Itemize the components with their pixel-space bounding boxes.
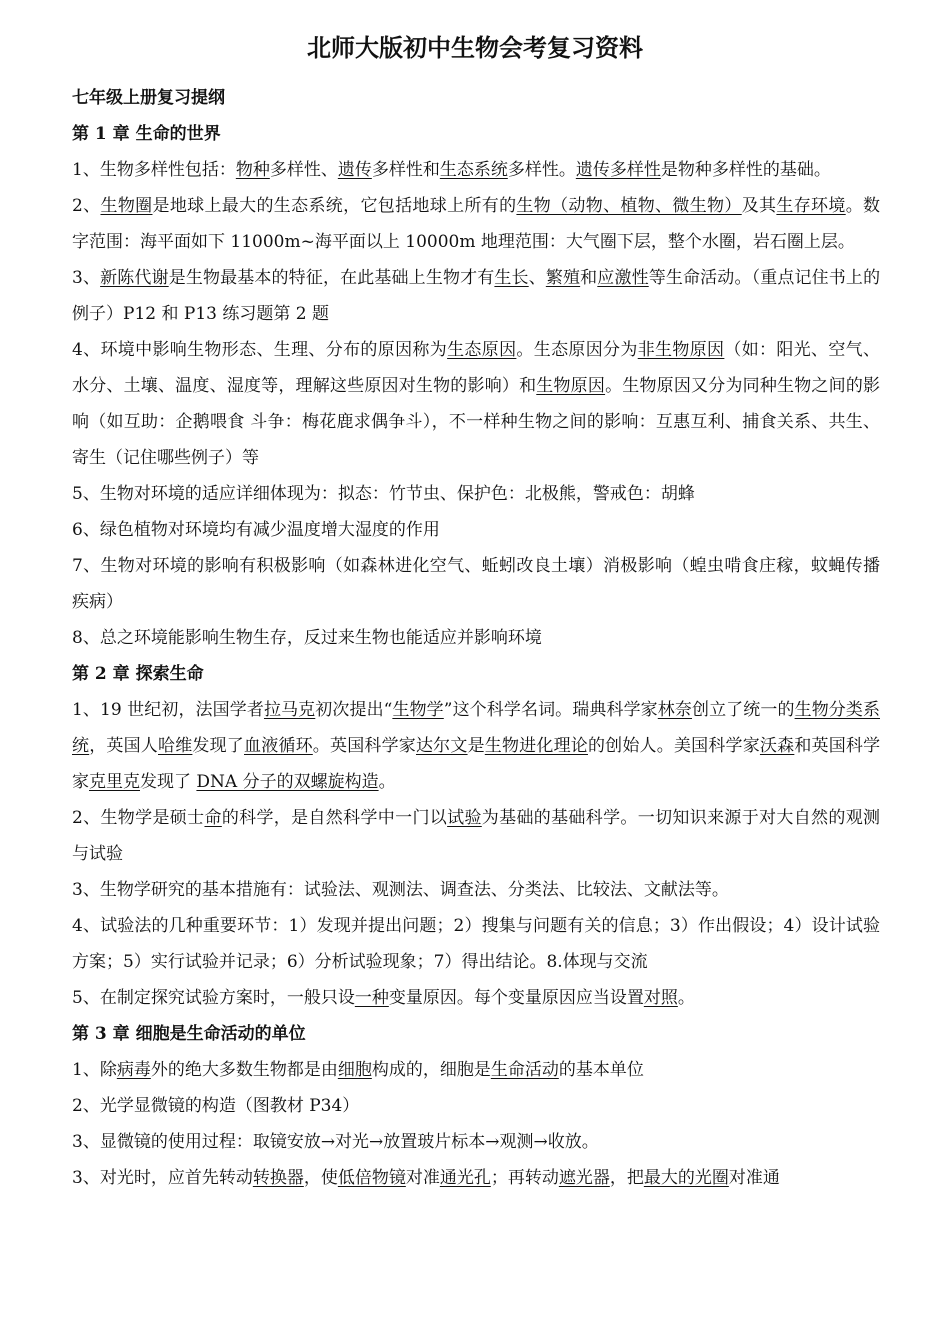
ch2-item-1 [72, 692, 880, 800]
underlined-term: 沃森 [759, 736, 795, 756]
underlined-term: 生长 [494, 268, 529, 288]
underlined-term: 非生物原因 [637, 340, 725, 360]
text-run: 是地球上最大的生态系统，它包括地球上所有的 [152, 196, 517, 216]
text-run: ”这个科学名词。瑞典科学家 [443, 700, 658, 720]
text-run: 构成的，细胞是 [371, 1060, 491, 1080]
text-run: 的科学，是自然科学中一门以 [221, 808, 448, 828]
text-run: 发现了 [140, 772, 197, 792]
document-title: 北师大版初中生物会考复习资料 [307, 34, 643, 62]
text-run: 的基本单位 [558, 1060, 644, 1080]
section-heading-grade7: 七年级上册复习提纲 [72, 88, 225, 108]
underlined-term: 转换器 [252, 1168, 304, 1188]
underlined-term: 生物圈 [100, 196, 153, 216]
text-run: ，使 [303, 1168, 338, 1188]
text-run: 初次提出“ [315, 700, 393, 720]
underlined-term: 遗传 [337, 160, 372, 180]
text-run: 2、生物学是硕士 [72, 808, 205, 828]
ch1-item-7 [72, 548, 880, 620]
underlined-term: 生物原因 [536, 376, 606, 396]
underlined-term: 最大的光圈 [643, 1168, 729, 1188]
underlined-term: 应激性 [597, 268, 649, 288]
text-run: 5、生物对环境的适应详细体现为：拟态：竹节虫、保护色：北极熊，警戒色：胡蜂 [72, 484, 695, 504]
underlined-term: 生态原因 [447, 340, 517, 360]
underlined-term: DNA 分子的双螺旋构造 [196, 772, 379, 792]
text-run: 创立了统一的 [691, 700, 795, 720]
ch1-item-6 [72, 512, 880, 548]
text-run: （如：阳光、空气、水分、土壤、温度、湿度等，理解这些原因对生物的影响）和 [72, 340, 881, 396]
text-run: 对准通 [728, 1168, 780, 1188]
text-run: 和 [580, 268, 598, 288]
underlined-term: 生物（动物、植物、微生物） [516, 196, 742, 216]
ch3-item-2 [72, 1088, 880, 1124]
ch3-item-1 [72, 1052, 880, 1088]
underlined-term: 达尔文 [415, 736, 468, 756]
text-run: 3、 [72, 268, 101, 288]
text-run: 为基础的基础科学。一切知识来源于对大自然的观测与试验 [72, 808, 881, 864]
text-run: 1、生物多样性包括： [72, 160, 236, 180]
underlined-term: 遮光器 [558, 1168, 610, 1188]
text-run: 3、生物学研究的基本措施有：试验法、观测法、调查法、分类法、比较法、文献法等。 [72, 880, 729, 900]
text-run: 2、光学显微镜的构造（图教材 P34） [72, 1096, 360, 1116]
underlined-term: 生物分类系统 [72, 700, 880, 756]
underlined-term: 试验 [447, 808, 482, 828]
ch1-item-8 [72, 620, 880, 656]
text-run: 。 [677, 988, 695, 1008]
text-run: 及其 [741, 196, 777, 216]
text-run: 3、显微镜的使用过程：取镜安放→对光→放置玻片标本→观测→收放。 [72, 1132, 599, 1152]
text-run: 1、除 [72, 1060, 117, 1080]
ch1-item-5 [72, 476, 880, 512]
ch3-item-3b [72, 1160, 880, 1196]
underlined-term: 生命活动 [490, 1060, 559, 1080]
text-run: 。数字范围：海平面如下 11000m~海平面以上 10000m 地理范围：大气圈下层，整个水圈，岩石圈上层。 [72, 196, 881, 252]
text-run: 是物种多样性的基础。 [660, 160, 831, 180]
underlined-term: 物种 [235, 160, 270, 180]
chapter-3-heading: 第 3 章 细胞是生命活动的单位 [72, 1024, 306, 1044]
text-run: 的创始人。美国科学家 [587, 736, 760, 756]
text-run: 和英国科学家 [72, 736, 881, 792]
text-run: 7、生物对环境的影响有积极影响（如森林进化空气、蚯蚓改良土壤）消极影响（蝗虫啃食庄稼，蚊蝇传播疾病） [72, 556, 880, 612]
text-run: 5、在制定探究试验方案时，一般只设 [72, 988, 355, 1008]
text-run: 对准 [405, 1168, 440, 1188]
text-run: 。生物原因又分为同种生物之间的影响（如互助：企鹅喂食 斗争：梅花鹿求偶争斗），不一样种生物之间的影响：互惠互利、捕食关系、共生、寄生（记住哪些例子）等 [72, 376, 881, 468]
chapter-2-heading: 第 2 章 探索生命 [72, 664, 204, 684]
underlined-term: 低倍物镜 [337, 1168, 406, 1188]
underlined-term: 血液循环 [244, 736, 313, 756]
text-run: 4、环境中影响生物形态、生理、分布的原因称为 [72, 340, 448, 360]
underlined-term: 一种 [354, 988, 389, 1008]
text-run: ，把 [609, 1168, 644, 1188]
ch2-item-2 [72, 800, 880, 872]
text-run: 。英国科学家 [312, 736, 416, 756]
ch1-item-3 [72, 260, 880, 332]
text-run: 3、对光时，应首先转动 [72, 1168, 253, 1188]
underlined-term: 病毒 [116, 1060, 151, 1080]
underlined-term: 细胞 [337, 1060, 372, 1080]
chapter-1-heading: 第 1 章 生命的世界 [72, 124, 221, 144]
underlined-term: 拉马克 [263, 700, 316, 720]
underlined-term: 对照 [643, 988, 678, 1008]
underlined-term: 遗传多样性 [575, 160, 661, 180]
underlined-term: 生态系统 [439, 160, 508, 180]
ch1-item-4 [72, 332, 880, 476]
underlined-term: 命 [204, 808, 222, 828]
ch3-item-3 [72, 1124, 880, 1160]
document-body [72, 80, 880, 1196]
text-run: 发现了 [192, 736, 244, 756]
underlined-term: 林奈 [657, 700, 692, 720]
text-run: 是 [467, 736, 485, 756]
text-run: 。生态原因分为 [516, 340, 638, 360]
underlined-term: 哈维 [158, 736, 193, 756]
text-run: 2、 [72, 196, 101, 216]
ch2-item-4 [72, 908, 880, 980]
ch2-item-3 [72, 872, 880, 908]
underlined-term: 克里克 [89, 772, 140, 792]
text-run: 多样性、 [269, 160, 338, 180]
text-run: 6、绿色植物对环境均有减少温度增大湿度的作用 [72, 520, 440, 540]
ch2-item-5 [72, 980, 880, 1016]
text-run: 是生物最基本的特征，在此基础上生物才有 [168, 268, 495, 288]
text-run: 、 [528, 268, 546, 288]
text-run: 等生命活动。（重点记住书上的例子）P12 和 P13 练习题第 2 题 [72, 268, 881, 324]
underlined-term: 繁殖 [545, 268, 581, 288]
text-run: 4、试验法的几种重要环节：1）发现并提出问题；2）搜集与问题有关的信息；3）作出假设；4）设计试验方案；5）实行试验并记录；6）分析试验现象；7）得出结论。8.体现与交流 [72, 916, 880, 972]
text-run: ；再转动 [490, 1168, 559, 1188]
underlined-term: 生物学 [392, 700, 444, 720]
text-run: 多样性。 [507, 160, 576, 180]
text-run: ，英国人 [89, 736, 158, 756]
underlined-term: 生存环境 [776, 196, 846, 216]
underlined-term: 通光孔 [439, 1168, 491, 1188]
text-run: 1、19 世纪初，法国学者 [72, 700, 264, 720]
text-run: 。 [378, 772, 396, 792]
text-run: 外的绝大多数生物都是由 [150, 1060, 338, 1080]
text-run: 8、总之环境能影响生物生存，反过来生物也能适应并影响环境 [72, 628, 542, 648]
text-run: 多样性和 [371, 160, 440, 180]
underlined-term: 生物进化理论 [484, 736, 588, 756]
text-run: 变量原因。每个变量原因应当设置 [388, 988, 644, 1008]
ch1-item-2 [72, 188, 880, 260]
underlined-term: 新陈代谢 [100, 268, 169, 288]
ch1-item-1 [72, 152, 880, 188]
